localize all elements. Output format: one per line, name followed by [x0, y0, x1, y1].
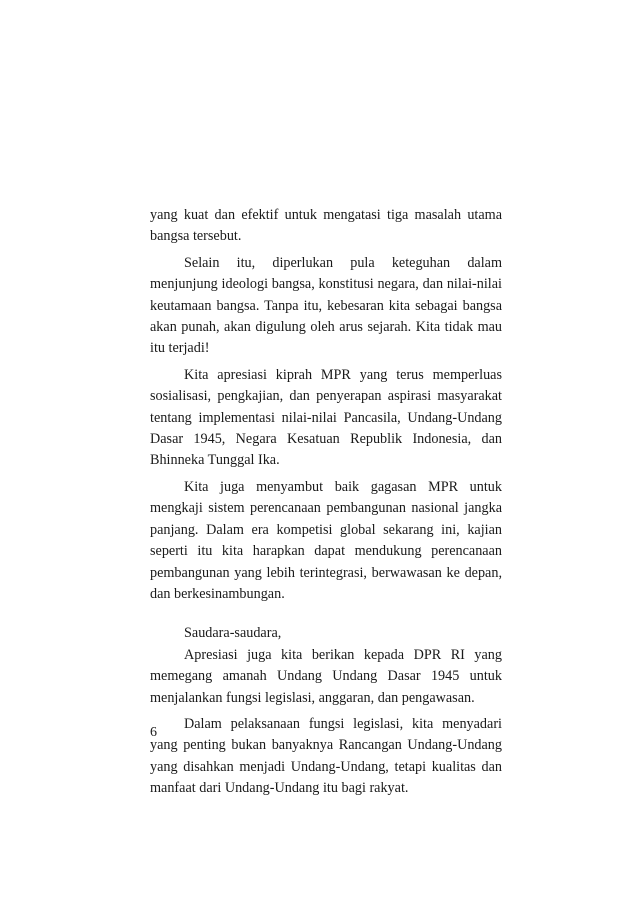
paragraph-mpr-planning: Kita juga menyambut baik gagasan MPR untuk mengkaji sistem perencanaan pembangunan nasional jangka panjang. Dalam era kompetisi global sekarang ini, kajian seperti itu kita harapkan dapat mendukung perencanaan pembangunan yang lebih terintegrasi, berwawasan ke depan, dan berkesinambungan.: [150, 478, 502, 602]
body-text: [150, 205, 502, 800]
paragraph-legislation: Dalam pelaksanaan fungsi legislasi, kita menyadari yang penting bukan banyaknya Rancangan Undang-Undang yang disahkan menjadi Undang-Undang, tetapi kualitas dan manfaat dari Undang-Undang itu bagi rakyat.: [150, 715, 502, 797]
paragraph-ideology: Selain itu, diperlukan pula keteguhan dalam menjunjung ideologi bangsa, konstitusi negara, dan nilai-nilai keutamaan bangsa. Tanpa itu, kebesaran kita sebagai bangsa akan punah, akan digulung oleh arus sejarah. Kita tidak mau itu terjadi!: [150, 254, 502, 357]
page-number: 6: [150, 725, 157, 740]
paragraph-dpr-appreciation: Apresiasi juga kita berikan kepada DPR RI yang memegang amanah Undang Undang Dasar 1945 untuk menjalankan fungsi legislasi, anggaran, dan pengawasan.: [150, 646, 502, 706]
paragraph-mpr-appreciation: Kita apresiasi kiprah MPR yang terus memperluas sosialisasi, pengkajian, dan penyerapan aspirasi masyarakat tentang implementasi nilai-nilai Pancasila, Undang-Undang Dasar 1945, Negara Kesatuan Republik Indonesia, dan Bhinneka Tunggal Ika.: [150, 366, 502, 469]
paragraph-continuation: yang kuat dan efektif untuk mengatasi tiga masalah utama bangsa tersebut.: [150, 207, 502, 245]
salutation: Saudara-saudara,: [184, 625, 282, 642]
